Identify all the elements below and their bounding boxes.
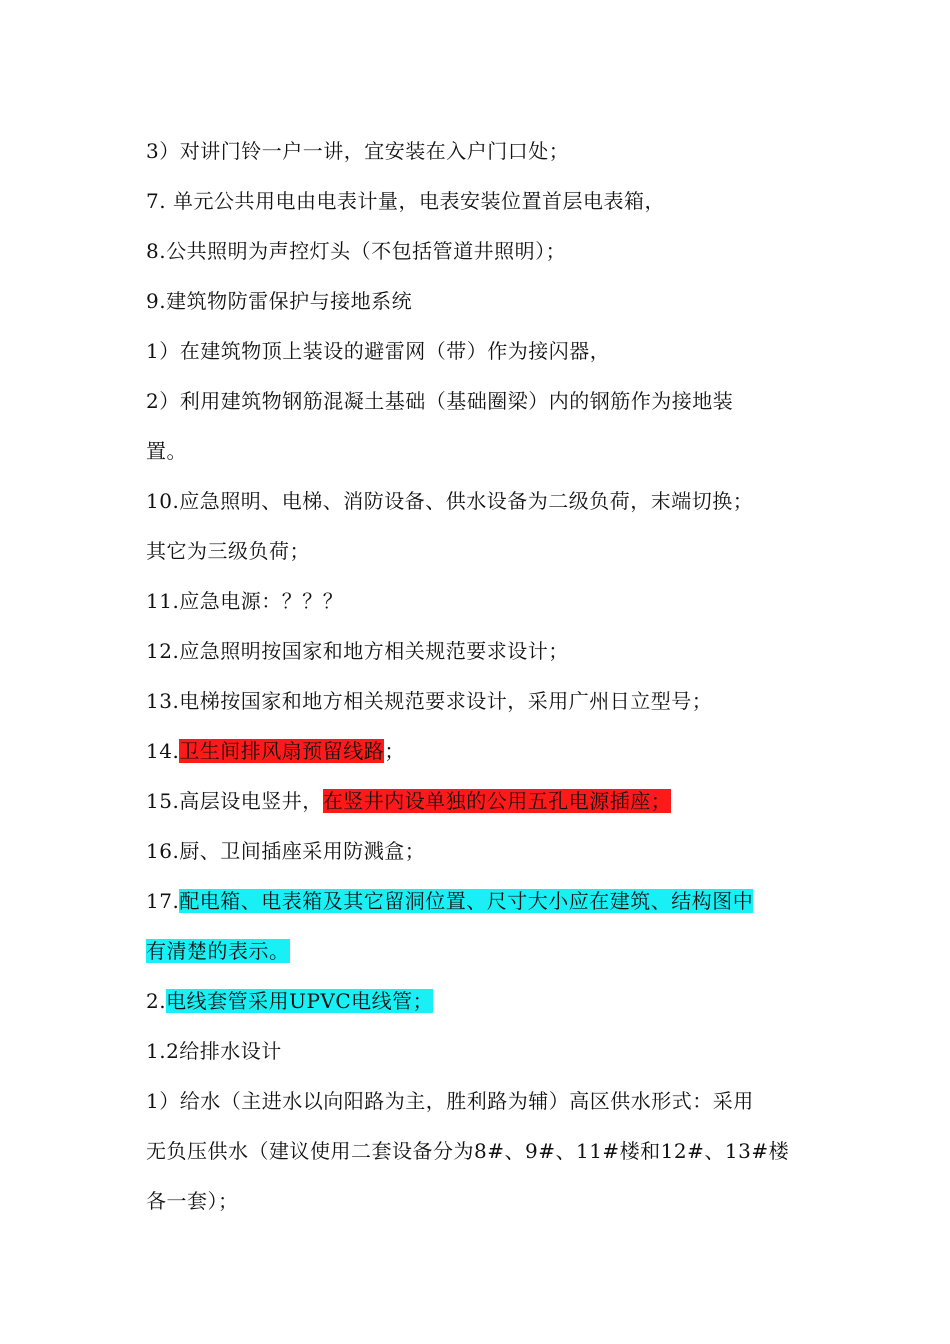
- highlighted-text: 在竖井内设单独的公用五孔电源插座；: [322, 789, 672, 813]
- highlighted-text: 有清楚的表示。: [146, 939, 290, 963]
- text-line: 各一套）；: [146, 1189, 239, 1213]
- text-line: 8.公共照明为声控灯头（不包括管道井照明）；: [146, 239, 567, 263]
- text-line: 16.厨、卫间插座采用防溅盒；: [146, 839, 426, 863]
- text-line: 1）在建筑物顶上装设的避雷网（带）作为接闪器，: [146, 339, 611, 363]
- text-segment: 15.高层设电竖井，: [146, 789, 323, 813]
- text-line: 其它为三级负荷；: [146, 539, 310, 563]
- text-line: 2）利用建筑物钢筋混凝土基础（基础圈梁）内的钢筋作为接地装: [146, 389, 734, 413]
- text-line: 3）对讲门铃一户一讲，宜安装在入户门口处；: [146, 139, 570, 163]
- text-line: [146, 986, 433, 1016]
- text-line: 10.应急照明、电梯、消防设备、供水设备为二级负荷，末端切换；: [146, 489, 754, 513]
- highlighted-text: 配电箱、电表箱及其它留洞位置、尺寸大小应在建筑、结构图中: [179, 889, 754, 913]
- text-segment: 14.: [146, 739, 180, 763]
- text-line: [146, 736, 405, 766]
- text-line: 9.建筑物防雷保护与接地系统: [146, 289, 413, 313]
- text-line: 无负压供水（建议使用二套设备分为8#、9#、11#楼和12#、13#楼: [146, 1139, 790, 1163]
- text-segment: ；: [384, 739, 405, 763]
- text-line: 置。: [146, 439, 187, 463]
- text-line: 1）给水（主进水以向阳路为主，胜利路为辅）高区供水形式：采用: [146, 1089, 754, 1113]
- text-line: [146, 786, 671, 816]
- text-line: [146, 886, 753, 916]
- text-segment: 17.: [146, 889, 180, 913]
- text-segment: 2.: [146, 989, 167, 1013]
- text-line: 11.应急电源：？？？: [146, 589, 344, 613]
- highlighted-text: 电线套管采用UPVC电线管；: [166, 989, 434, 1013]
- text-line: 12.应急照明按国家和地方相关规范要求设计；: [146, 639, 569, 663]
- section-heading: 1.2给排水设计: [146, 1039, 282, 1063]
- text-line: 7. 单元公共用电由电表计量，电表安装位置首层电表箱，: [146, 189, 665, 213]
- text-line: [146, 936, 290, 966]
- highlighted-text: 卫生间排风扇预留线路: [179, 739, 385, 763]
- text-line: 13.电梯按国家和地方相关规范要求设计，采用广州日立型号；: [146, 689, 713, 713]
